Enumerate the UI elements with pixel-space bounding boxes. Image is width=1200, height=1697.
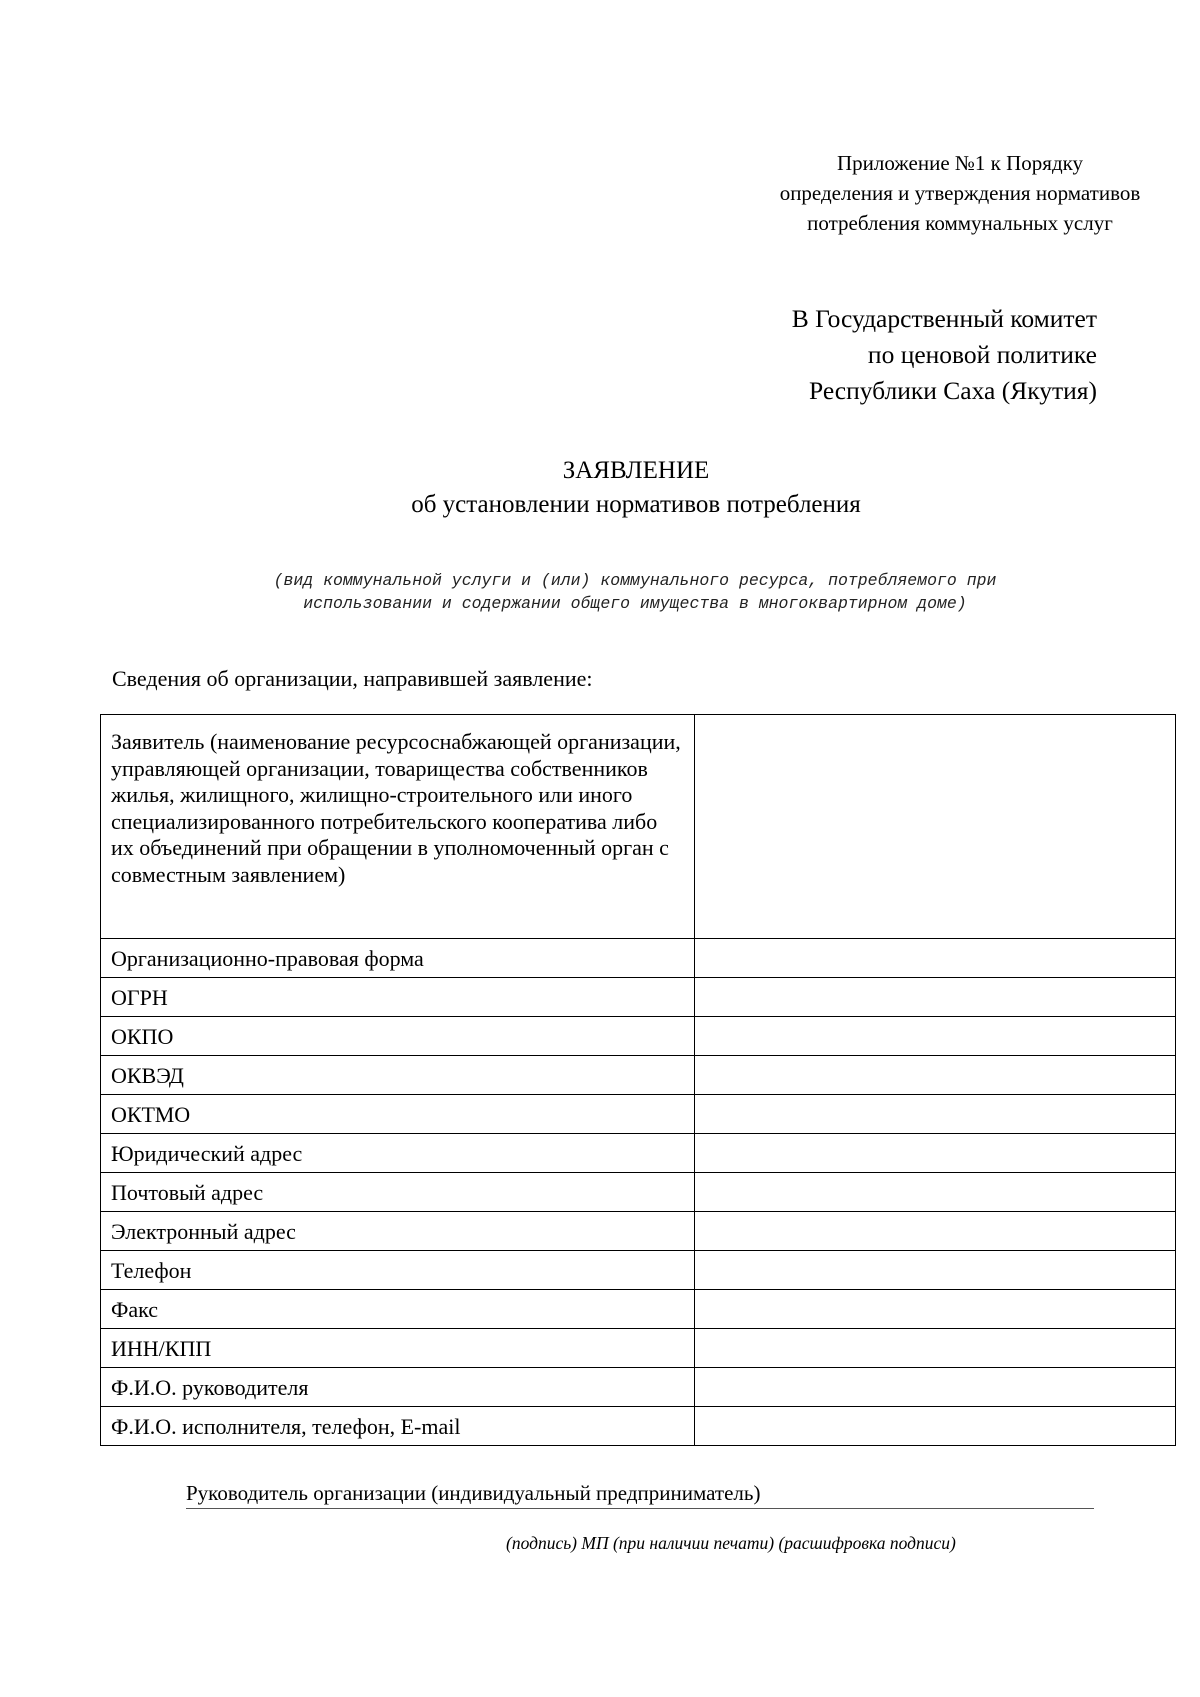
table-row-label: Электронный адрес [101, 1212, 695, 1251]
table-row-value-cell[interactable] [695, 1407, 1176, 1446]
table-row-value-cell[interactable] [695, 939, 1176, 978]
table-row [101, 1212, 1176, 1251]
service-hint-line-2: использовании и содержании общего имущества в многоквартирном доме) [303, 594, 967, 613]
addressee-line-2: по ценовой политике [867, 340, 1097, 369]
table-row [101, 1134, 1176, 1173]
table-row-label: Факс [101, 1290, 695, 1329]
title-subheading: об установлении нормативов потребления [411, 491, 861, 518]
appendix-line-1: Приложение №1 к Порядку [836, 151, 1084, 175]
table-row-value-cell[interactable] [695, 1017, 1176, 1056]
title-heading: ЗАЯВЛЕНИЕ [562, 457, 710, 484]
section-heading: Сведения об организации, направившей заявление: [112, 666, 593, 691]
table-row-label: Ф.И.О. исполнителя, телефон, E-mail [101, 1407, 695, 1446]
applicant-value-cell[interactable] [695, 715, 1176, 939]
service-hint-line-1: (вид коммунальной услуги и (или) коммунального ресурса, потребляемого при [273, 571, 997, 590]
table-row-label: Юридический адрес [101, 1134, 695, 1173]
signature-line-label: Руководитель организации (индивидуальный предприниматель) [186, 1481, 761, 1505]
table-row-value-cell[interactable] [695, 1212, 1176, 1251]
table-row-value-cell[interactable] [695, 1134, 1176, 1173]
table-row [101, 1290, 1176, 1329]
table-row [101, 1329, 1176, 1368]
table-row [101, 939, 1176, 978]
appendix-line-3: потребления коммунальных услуг [807, 211, 1113, 235]
table-row-value-cell[interactable] [695, 1056, 1176, 1095]
addressee-line-3: Республики Саха (Якутия) [808, 376, 1097, 405]
table-row-label: ОГРН [101, 978, 695, 1017]
table-row-label: ОКВЭД [101, 1056, 695, 1095]
table-row-label: Ф.И.О. руководителя [101, 1368, 695, 1407]
table-row-value-cell[interactable] [695, 978, 1176, 1017]
table-row [101, 1017, 1176, 1056]
table-row-label: ОКТМО [101, 1095, 695, 1134]
table-row [101, 1095, 1176, 1134]
addressee-block [792, 301, 1097, 409]
table-row-value-cell[interactable] [695, 1368, 1176, 1407]
appendix-header [700, 148, 1200, 238]
table-row-value-cell[interactable] [695, 1173, 1176, 1212]
signature-line [186, 1478, 1094, 1509]
table-row-value-cell[interactable] [695, 1251, 1176, 1290]
table-row [101, 1251, 1176, 1290]
table-row-value-cell[interactable] [695, 1329, 1176, 1368]
table-row-label: Организационно-правовая форма [101, 939, 695, 978]
table-row-label: Телефон [101, 1251, 695, 1290]
table-row-applicant [101, 715, 1176, 939]
table-row [101, 1173, 1176, 1212]
table-row [101, 978, 1176, 1017]
table-row-label: ОКПО [101, 1017, 695, 1056]
table-row [101, 1368, 1176, 1407]
table-row [101, 1407, 1176, 1446]
signature-note: (подпись) МП (при наличии печати) (расшифровка подписи) [506, 1533, 956, 1553]
applicant-label: Заявитель (наименование ресурсоснабжающей организации, управляющей организации, товарищества собственников жилья, жилищного, жилищно-строительного или иного специализированного потребительского кооператива либо их объединений при обращении в уполномоченный орган с совместным заявлением) [101, 715, 695, 939]
addressee-line-1: В Государственный комитет [791, 304, 1097, 333]
document-title [0, 454, 1200, 522]
table-row-label: Почтовый адрес [101, 1173, 695, 1212]
table-row-label: ИНН/КПП [101, 1329, 695, 1368]
service-type-hint [160, 569, 1110, 615]
appendix-line-2: определения и утверждения нормативов [779, 181, 1141, 205]
table-row-value-cell[interactable] [695, 1290, 1176, 1329]
table-row-value-cell[interactable] [695, 1095, 1176, 1134]
organization-info-table [100, 714, 1176, 1446]
table-row [101, 1056, 1176, 1095]
